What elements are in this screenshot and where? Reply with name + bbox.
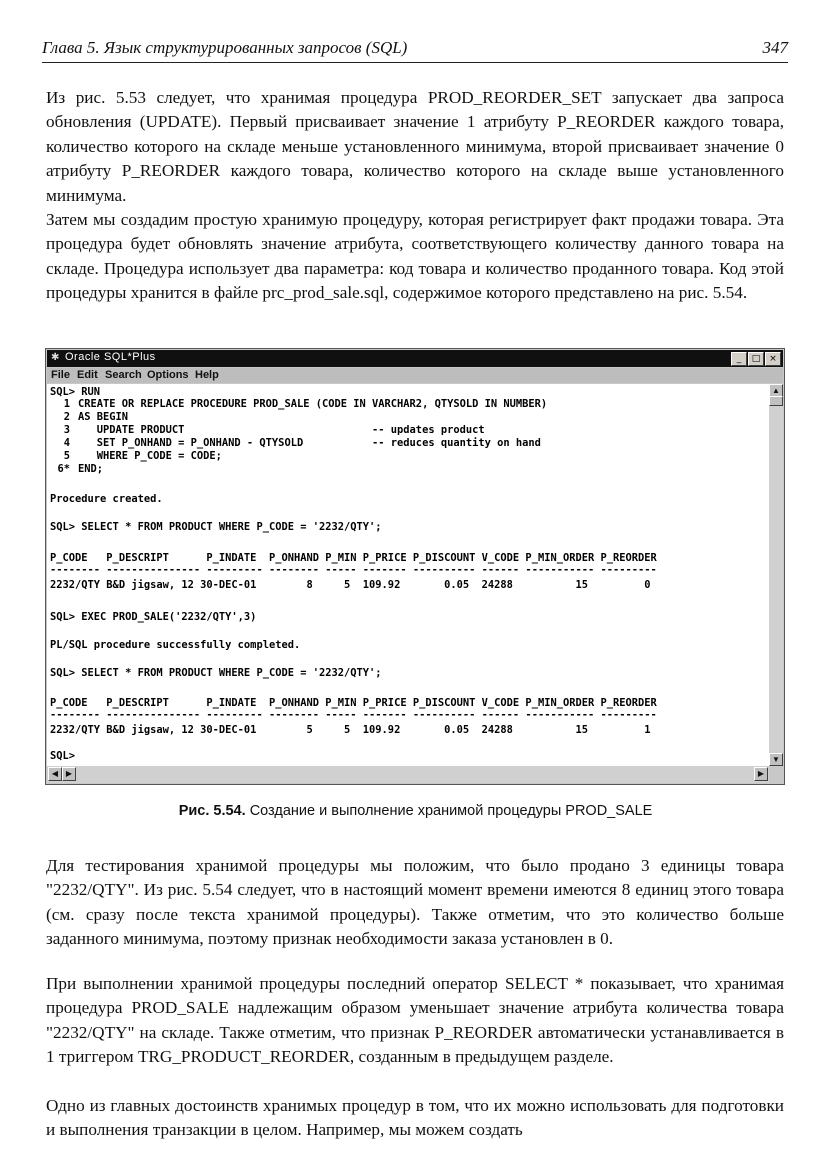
scroll-down-icon[interactable]: ▼ <box>769 753 783 766</box>
figure-label: Рис. 5.54. <box>178 803 246 819</box>
chapter-title: Глава 5. Язык структурированных запросов (SQL) <box>42 38 408 57</box>
scroll-right-icon-left[interactable]: ▶ <box>62 767 76 781</box>
paragraph-2: Затем мы создадим простую хранимую процедуру, которая регистрирует факт продажи товара. Эта процедура будет обновлять значение атрибута, соответствующего количеству данного товара на складе. Процедура использует два параметра: код товара и количество проданного товара. Код этой процедуры хранится в файле prc_prod_sale.sql, содержимое которого представлено на рис. 5.54. <box>46 210 784 303</box>
vertical-scrollbar[interactable] <box>769 384 783 766</box>
table-row: 2232/QTY B&D jigsaw, 12 30-DEC-01 8 5 109.92 0.05 24288 15 0 <box>50 579 651 591</box>
menu-bar <box>47 368 783 383</box>
minimize-button[interactable]: _ <box>731 352 747 366</box>
menu-search[interactable]: Search <box>105 369 142 381</box>
sqlplus-window <box>45 348 785 785</box>
paragraph-1: Из рис. 5.53 следует, что хранимая процедура PROD_REORDER_SET запускает два запроса обновления (UPDATE). Первый присваивает значение 1 атрибуту P_REORDER каждого товара, количество которого на складе меньше установленного минимума, второй присваивает значение 0 атрибуту P_REORDER каждого товара, количество которого на складе выше установленного минимума. <box>46 88 784 205</box>
paragraph-4: При выполнении хранимой процедуры последний оператор SELECT * показывает, что хранимая процедура PROD_SALE надлежащим образом уменьшает значение атрибута количества товара "2232/QTY" на складе. Также отметим, что признак P_REORDER автоматически устанавливается в 1 триггером TRG_PRODUCT_REORDER, созданным в предыдущем разделе. <box>46 974 784 1067</box>
console-line: SQL> SELECT * FROM PRODUCT WHERE P_CODE = '2232/QTY'; <box>50 667 382 679</box>
page-header <box>42 36 788 63</box>
close-button[interactable]: × <box>765 352 781 366</box>
table-separator: -------- --------------- --------- -------- ----- ------- ---------- ------ ----------- --------- <box>50 564 657 576</box>
console-line: SQL> EXEC PROD_SALE('2232/QTY',3) <box>50 611 257 623</box>
window-title: Oracle SQL*Plus <box>65 351 156 363</box>
scroll-thumb[interactable] <box>769 396 783 406</box>
console-line: PL/SQL procedure successfully completed. <box>50 639 301 651</box>
code-line: 5 WHERE P_CODE = CODE; <box>63 450 222 462</box>
horizontal-scrollbar[interactable] <box>47 766 769 783</box>
paragraph-3: Для тестирования хранимой процедуры мы положим, что было продано 3 единицы товара "2232/QTY". Из рис. 5.54 следует, что в настоящий момент времени имеются 8 единиц этого товара (см. сразу после текста хранимой процедуры). Также отметим, что это количество больше заданного минимума, поэтому признак необходимости заказа установлен в 0. <box>46 856 784 949</box>
menu-edit[interactable]: Edit <box>77 369 98 381</box>
menu-options[interactable]: Options <box>147 369 189 381</box>
code-line: 1 CREATE OR REPLACE PROCEDURE PROD_SALE (CODE IN VARCHAR2, QTYSOLD IN NUMBER) <box>63 398 548 410</box>
table-separator: -------- --------------- --------- -------- ----- ------- ---------- ------ ----------- --------- <box>50 709 657 721</box>
sqlplus-app-icon: ✱ <box>51 352 60 363</box>
console-output[interactable] <box>47 384 769 766</box>
code-line: 6* END; <box>57 463 104 475</box>
code-line: 2 AS BEGIN <box>63 411 129 423</box>
figure-caption-text: Создание и выполнение хранимой процедуры PROD_SALE <box>249 803 653 819</box>
maximize-button[interactable]: □ <box>748 352 764 366</box>
sql-prompt[interactable]: SQL> <box>50 750 76 762</box>
table-header: P_CODE P_DESCRIPT P_INDATE P_ONHAND P_MIN P_PRICE P_DISCOUNT V_CODE P_MIN_ORDER P_REORDER <box>50 552 657 564</box>
table-row: 2232/QTY B&D jigsaw, 12 30-DEC-01 5 5 109.92 0.05 24288 15 1 <box>50 724 651 736</box>
console-line: Procedure created. <box>50 493 163 505</box>
scroll-left-icon[interactable]: ◀ <box>48 767 62 781</box>
menu-help[interactable]: Help <box>195 369 219 381</box>
paragraph-5: Одно из главных достоинств хранимых процедур в том, что их можно использовать для подготовки и выполнения транзакции в целом. Например, мы можем создать <box>46 1096 784 1140</box>
code-line: 4 SET P_ONHAND = P_ONHAND - QTYSOLD -- reduces quantity on hand <box>63 437 541 449</box>
console-line: SQL> SELECT * FROM PRODUCT WHERE P_CODE = '2232/QTY'; <box>50 521 382 533</box>
menu-file[interactable]: File <box>51 369 70 381</box>
code-line: 3 UPDATE PRODUCT -- updates product <box>63 424 485 436</box>
scroll-right-icon[interactable]: ▶ <box>754 767 768 781</box>
window-titlebar[interactable] <box>47 350 783 367</box>
scroll-up-icon[interactable]: ▲ <box>769 384 783 397</box>
console-line: SQL> RUN <box>50 386 101 398</box>
page-number: 347 <box>762 38 788 57</box>
table-header: P_CODE P_DESCRIPT P_INDATE P_ONHAND P_MIN P_PRICE P_DISCOUNT V_CODE P_MIN_ORDER P_REORDER <box>50 697 657 709</box>
figure-caption <box>0 803 831 819</box>
